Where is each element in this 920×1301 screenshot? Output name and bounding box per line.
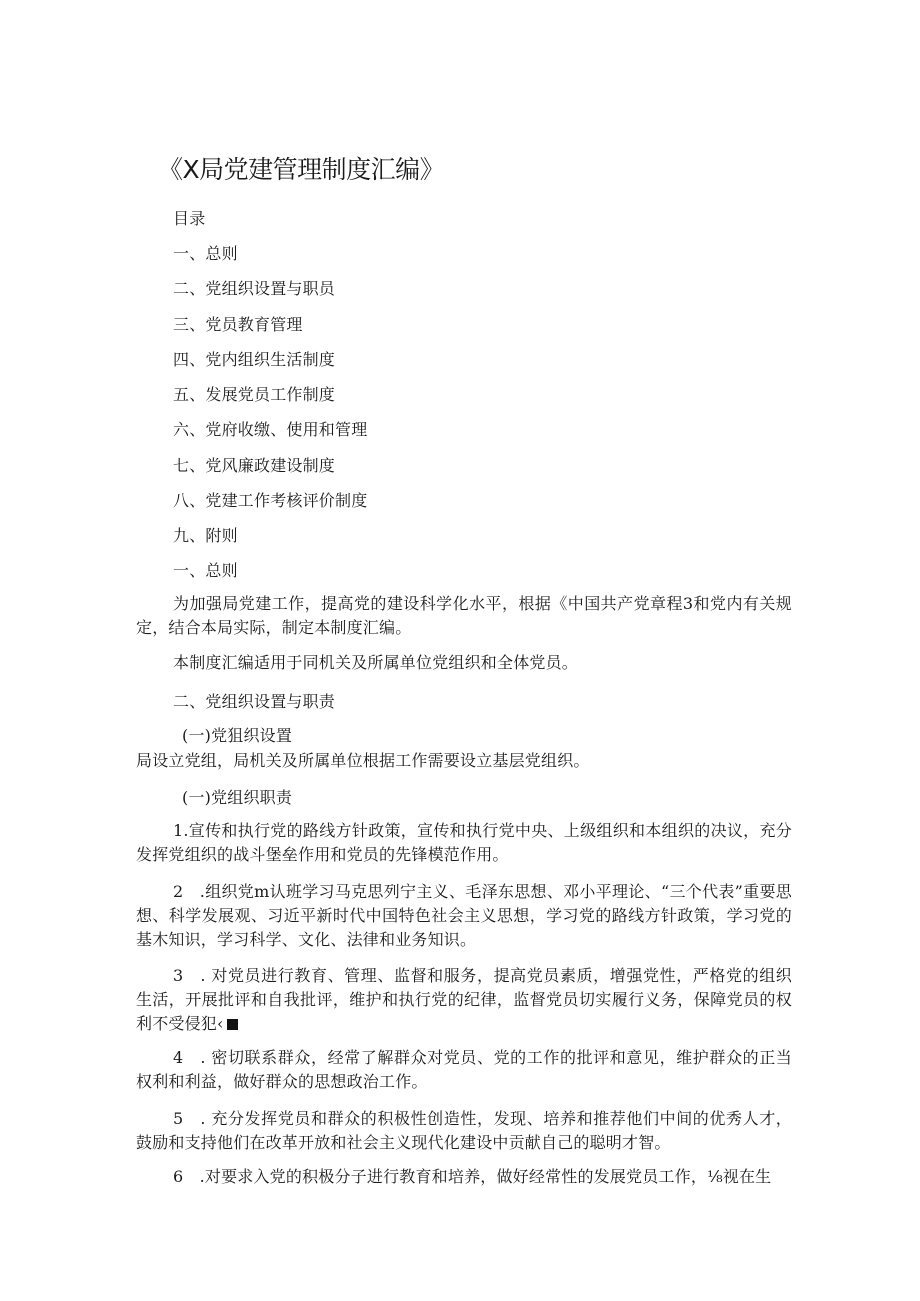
paragraph: 局设立党组，局机关及所属单位根据工作需要设立基层党组织。 bbox=[136, 751, 590, 770]
toc-item: 五、发展党员工作制度 bbox=[173, 385, 336, 404]
toc-item: 二、党组织设置与职员 bbox=[173, 279, 336, 298]
list-item: 4 . 密切联系群众，经常了解群众对党员、党的工作的批评和意见，维护群众的正当权利和利益，做好群众的思想政治工作。 bbox=[136, 1048, 792, 1091]
paragraph: 本制度汇编适用于同机关及所属单位党组织和全体党员。 bbox=[173, 653, 579, 672]
list-item: 6 .对要求入党的积极分子进行教育和培养，做好经常性的发展党员工作，⅛视在生 bbox=[173, 1167, 772, 1186]
toc-item: 八、党建工作考核评价制度 bbox=[173, 491, 368, 510]
section-heading: 一、总则 bbox=[173, 561, 238, 580]
paragraph: 为加强局党建工作，提高党的建设科学化水平，根据《中国共产党章程3和党内有关规定，结合本局实际，制定本制度汇编。 bbox=[136, 594, 792, 637]
document-title: 《X局党建管理制度汇编》 bbox=[158, 155, 445, 184]
toc-item: 七、党风廉政建设制度 bbox=[173, 456, 336, 475]
toc-item: 六、党府收缴、使用和管理 bbox=[173, 420, 368, 439]
toc-item: 三、党员教育管理 bbox=[173, 315, 303, 334]
square-mark-icon bbox=[227, 1019, 238, 1030]
list-item-text: 2 .组织党m认班学习马克思列宁主义、毛泽东思想、邓小平理论、“三个代表”重要思想、科学发展观、习近平新时代中国特色社会主义思想，学习党的路线方针政策，学习党的基木知识，学习科学、文化、法律和业务知识。 bbox=[136, 882, 792, 949]
toc-item: 四、党内组织生活制度 bbox=[173, 350, 336, 369]
subsection-heading: (一)党狙织设置 bbox=[182, 726, 293, 745]
toc-heading: 目录 bbox=[173, 209, 206, 228]
subsection-heading: (一)党组织职责 bbox=[182, 788, 293, 807]
section-heading: 二、党组织设置与职责 bbox=[173, 692, 336, 711]
list-item bbox=[136, 964, 792, 1036]
list-item-text: 3 . 对党员进行教育、管理、监督和服务，提高党员素质，增强党性，严格党的组织生活，开展批评和自我批评，维护和执行党的纪律，监督党员切实履行义务，保障党员的权利不受侵犯‹ bbox=[136, 966, 792, 1033]
toc-item: 一、总则 bbox=[173, 244, 238, 263]
list-item bbox=[136, 880, 792, 952]
list-item: 1.宣传和执行党的路线方针政策，宣传和执行党中央、上级组织和本组织的决议，充分发挥党组织的战斗堡垒作用和党员的先锋模范作用。 bbox=[136, 821, 792, 864]
toc-item: 九、附则 bbox=[173, 526, 238, 545]
list-item: 5 . 充分发挥党员和群众的积极性创造性，发现、培养和推荐他们中间的优秀人才，鼓励和支持他们在改革开放和社会主义现代化建设中贡献自己的聪明才智。 bbox=[136, 1109, 792, 1152]
